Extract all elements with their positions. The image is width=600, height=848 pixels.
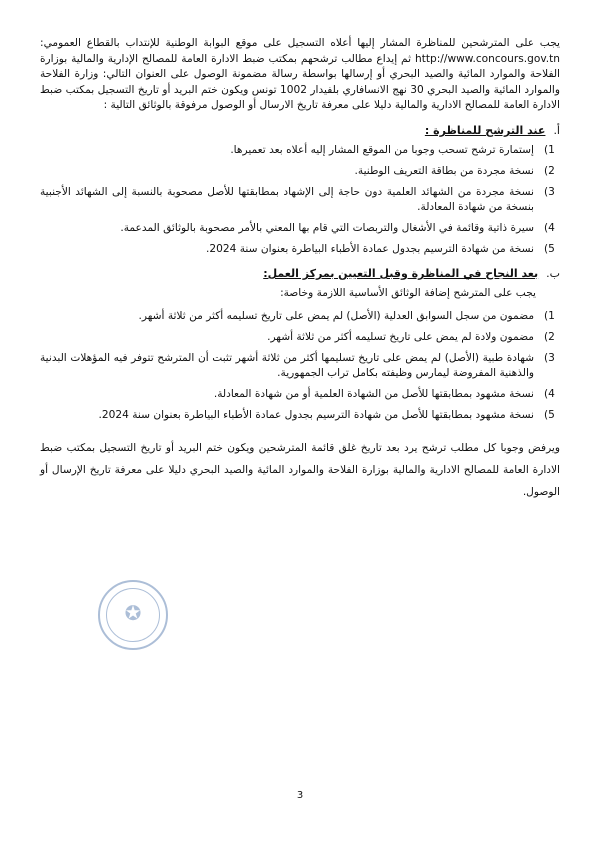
item-text: نسخة من شهادة الترسيم بجدول عمادة الأطباء البياطرة بعنوان سنة 2024. bbox=[205, 242, 534, 255]
list-item bbox=[40, 242, 555, 257]
list-item bbox=[40, 164, 555, 179]
item-text: نسخة مجردة من الشهائد العلمية دون حاجة إلى الإشهاد بمطابقتها للأصل مصحوبة بالنسبة إلى الشهائد الأجنبية بنسخة من شهادة المعادلة. bbox=[40, 185, 534, 213]
list-item bbox=[40, 221, 555, 236]
item-text: مضمون ولادة لم يمض على تاريخ تسليمه أكثر من ثلاثة أشهر. bbox=[267, 330, 534, 343]
section-b-heading bbox=[40, 267, 560, 280]
item-number: 5) bbox=[544, 408, 555, 421]
list-item bbox=[40, 351, 555, 381]
section-a-title: عند الترشح للمناظرة : bbox=[424, 123, 546, 137]
item-text: سيرة ذاتية وقائمة في الأشغال والتربصات التي قام بها المعني بالأمر مصحوبة بالوثائق المدعمة. bbox=[120, 221, 534, 234]
intro-paragraph bbox=[40, 36, 560, 114]
document-page bbox=[40, 36, 560, 514]
item-text: نسخة مشهود بمطابقتها للأصل من شهادة الترسيم بجدول عمادة الأطباء البياطرة بعنوان سنة 2024. bbox=[98, 408, 534, 421]
official-stamp bbox=[98, 580, 168, 650]
list-item bbox=[40, 309, 555, 324]
list-item bbox=[40, 408, 555, 423]
page-number: 3 bbox=[296, 790, 304, 801]
item-number: 4) bbox=[544, 387, 555, 400]
item-text: إستمارة ترشح تسحب وجوبا من الموقع المشار إليه أعلاه بعد تعميرها. bbox=[230, 143, 534, 156]
item-number: 3) bbox=[544, 351, 555, 364]
section-b-list bbox=[40, 309, 560, 423]
portal-link[interactable]: http://www.concours.gov.tn bbox=[414, 52, 560, 65]
list-item bbox=[40, 143, 555, 158]
item-number: 4) bbox=[544, 221, 555, 234]
item-text: نسخة مجردة من بطاقة التعريف الوطنية. bbox=[354, 164, 534, 177]
section-a-list bbox=[40, 143, 560, 257]
section-b-title: بعد النجاح في المناظرة وقبل التعيين بمركز العمل: bbox=[263, 266, 539, 280]
stamp-emblem-icon: ✪ bbox=[124, 601, 142, 625]
section-a-marker: أ. bbox=[553, 123, 560, 137]
section-b-subtitle: يجب على المترشح إضافة الوثائق الأساسية اللازمة وخاصة: bbox=[280, 286, 536, 299]
list-item bbox=[40, 330, 555, 345]
item-text: نسخة مشهود بمطابقتها للأصل من الشهادة العلمية أو من شهادة المعادلة. bbox=[213, 387, 534, 400]
list-item bbox=[40, 185, 555, 215]
item-text: مضمون من سجل السوابق العدلية (الأصل) لم يمض على تاريخ تسليمه أكثر من ثلاثة أشهر. bbox=[138, 309, 534, 322]
item-number: 1) bbox=[544, 143, 555, 156]
section-a-heading bbox=[40, 124, 560, 137]
list-item bbox=[40, 387, 555, 402]
item-number: 3) bbox=[544, 185, 555, 198]
item-number: 1) bbox=[544, 309, 555, 322]
item-number: 2) bbox=[544, 164, 555, 177]
closing-paragraph: ويرفض وجوبا كل مطلب ترشح يرد بعد تاريخ غلق قائمة المترشحين ويكون ختم البريد أو تاريخ التسجيل بمكتب ضبط الادارة العامة للمصالح الادارية والمالية بوزارة الفلاحة والموارد المائية والصيد البحري دليلا على معرفة تاريخ الإرسال أو الوصول. bbox=[40, 441, 560, 498]
item-number: 2) bbox=[544, 330, 555, 343]
section-b-marker: ب. bbox=[546, 266, 560, 280]
intro-text-2: ثم إيداع مطالب ترشحهم بمكتب ضبط الادارة العامة للمصالح الإدارية والمالية بوزارة الفلاحة والموارد المائية والصيد البحري أو إرسالها بواسطة رسالة مضمونة الوصول على العنوان التالي: وزارة الفلاحة والموارد المائية والصيد البحري 30 نهج الانسافاري بلفيدار 1002 تونس ويكون ختم البريد أو تاريخ التسجيل بمكتب ضبط الادارة العامة للمصالح الادارية والمالية دليلا على معرفة تاريخ الارسال أو الوصول مرفوقة بالوثائق التالية : bbox=[40, 52, 560, 112]
intro-text-1: يجب على المترشحين للمناظرة المشار إليها أعلاه التسجيل على موقع البوابة الوطنية للإنتداب بالقطاع العمومي: bbox=[40, 37, 560, 49]
item-text: شهادة طبية (الأصل) لم يمض على تاريخ تسليمها أكثر من ثلاثة أشهر تثبت أن المترشح تتوفر فيه المؤهلات البدنية والذهنية المفروضة ليمارس وظيفته بكامل تراب الجمهورية. bbox=[40, 351, 534, 379]
item-number: 5) bbox=[544, 242, 555, 255]
